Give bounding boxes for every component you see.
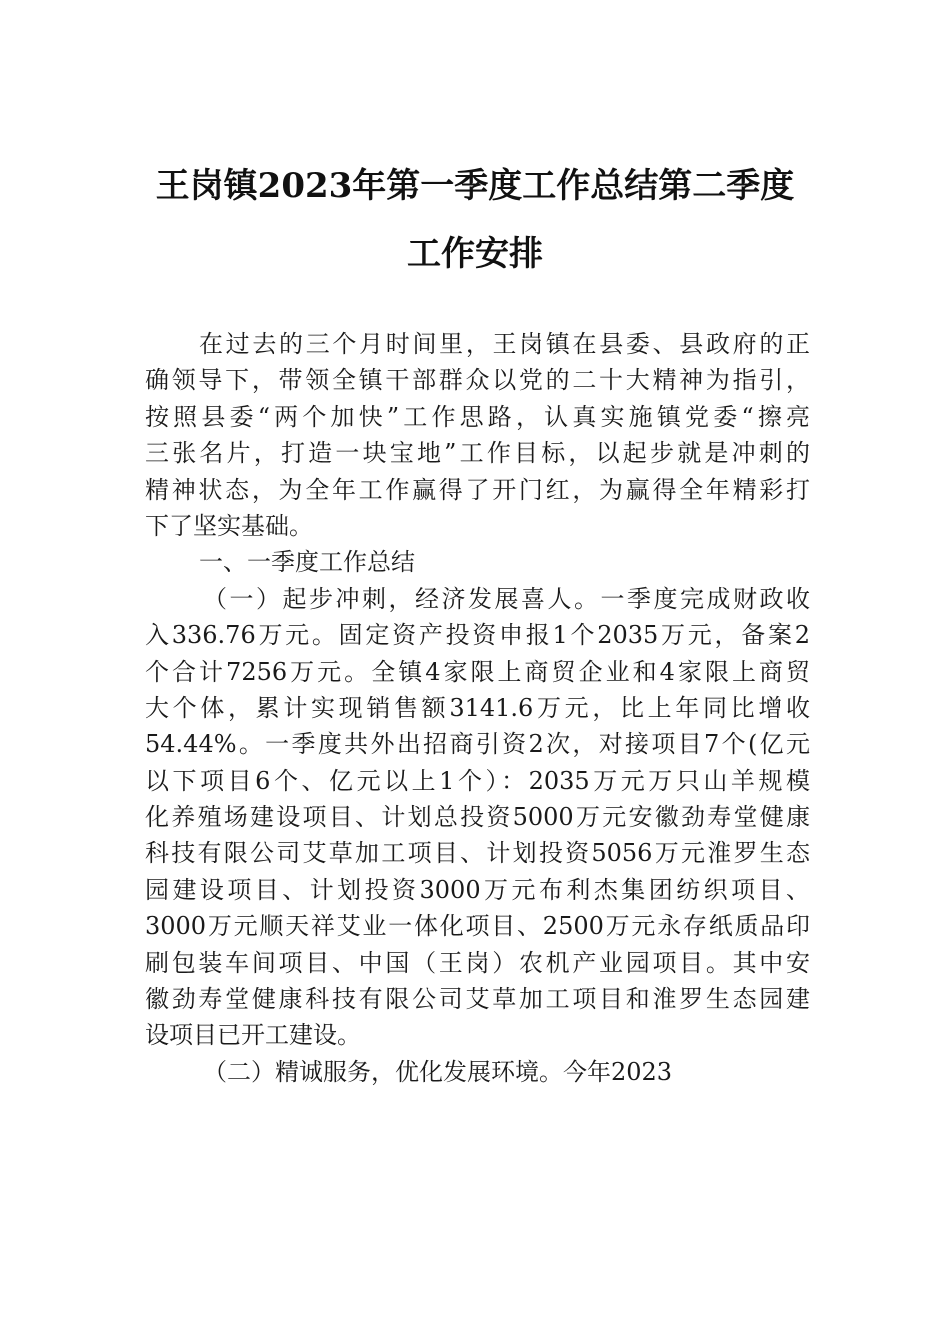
body-line: 设项目已开工建设。 [145,1021,361,1050]
body-line: 54.44%。一季度共外出招商引资2次，对接项目7个(亿元 [145,730,810,759]
body-line: 化养殖场建设项目、计划总投资5000万元安徽劲寿堂健康 [145,803,810,832]
body-line: （二）精诚服务，优化发展环境。今年2023 [203,1057,673,1086]
body-line: 三张名片，打造一块宝地”工作目标，以起步就是冲刺的 [145,439,810,468]
body-line: 科技有限公司艾草加工项目、计划投资5056万元淮罗生态 [145,839,810,868]
body-line: 个合计7256万元。全镇4家限上商贸企业和4家限上商贸 [145,657,810,686]
body-line: 大个体，累计实现销售额3141.6万元，比上年同比增收 [145,693,810,722]
document-title-line-1: 王岗镇2023年第一季度工作总结第二季度 [155,166,795,206]
body-line: 下了坚实基础。 [145,511,313,540]
document-body [145,326,810,1090]
body-line: 以下项目6个、亿元以上1个）：2035万元万只山羊规模 [145,766,810,795]
body-line: 精神状态，为全年工作赢得了开门红，为赢得全年精彩打 [145,475,810,504]
document-title-line-2: 工作安排 [407,234,543,274]
body-line: 入336.76万元。固定资产投资申报1个2035万元，备案2 [145,621,810,650]
body-line: 在过去的三个月时间里，王岗镇在县委、县政府的正 [199,330,810,358]
body-line: 园建设项目、计划投资3000万元布利杰集团纺织项目、 [145,875,810,904]
body-line: 徽劲寿堂健康科技有限公司艾草加工项目和淮罗生态园建 [145,985,810,1014]
body-line: 确领导下，带领全镇干部群众以党的二十大精神为指引， [145,366,810,395]
body-line: 3000万元顺天祥艾业一体化项目、2500万元永存纸质品印 [145,912,810,941]
body-line: 刷包装车间项目、中国（王岗）农机产业园项目。其中安 [145,948,810,977]
body-line: 按照县委“两个加快”工作思路，认真实施镇党委“擦亮 [145,402,810,431]
section-heading: 一、一季度工作总结 [199,548,415,577]
body-line: （一）起步冲刺，经济发展喜人。一季度完成财政收 [203,584,810,613]
